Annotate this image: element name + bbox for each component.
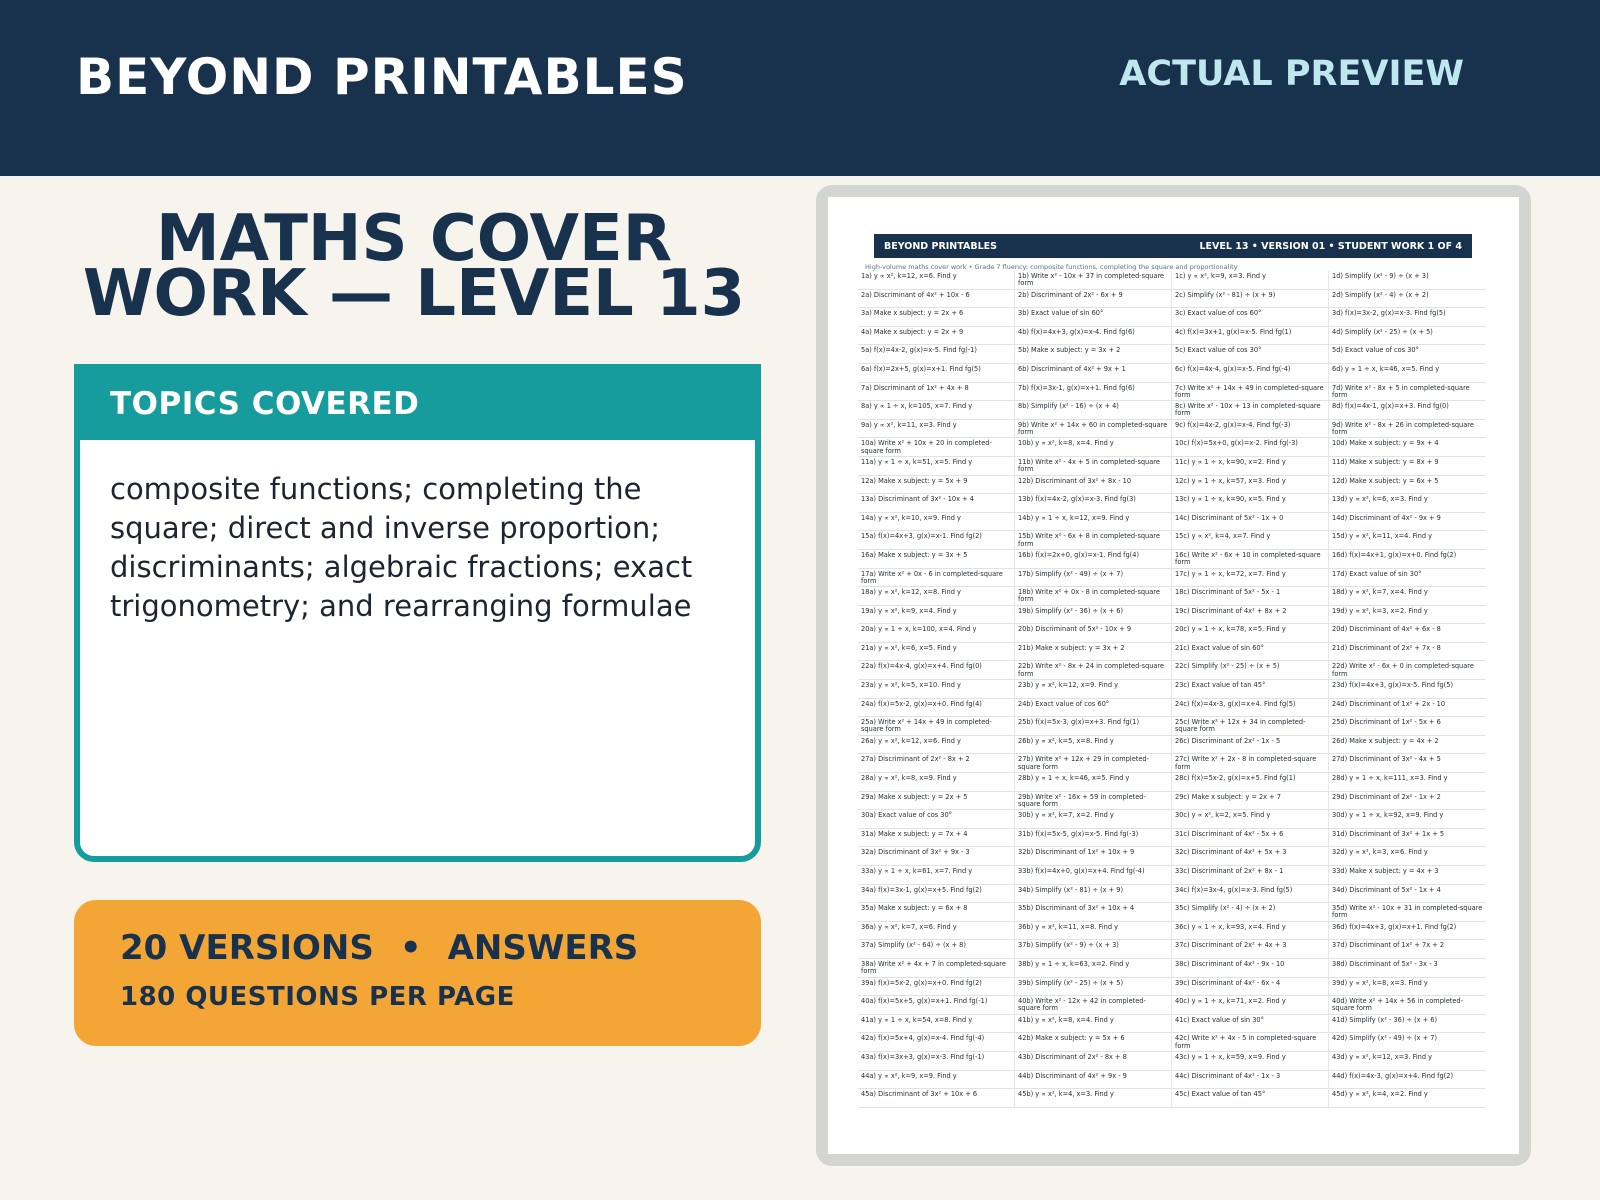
question-cell: 3a) Make x subject: y = 2x + 6: [858, 308, 1015, 326]
question-row: [858, 271, 1486, 290]
question-cell: 24b) Exact value of cos 60°: [1015, 699, 1172, 717]
question-cell: 16d) f(x)=4x+1, g(x)=x+0. Find fg(2): [1332, 550, 1457, 559]
question-row: [858, 513, 1486, 532]
question-cell: 37b) Simplify (x² - 9) ÷ (x + 3): [1015, 940, 1172, 958]
question-cell: 36d) f(x)=4x+3, g(x)=x+1. Find fg(2): [1332, 922, 1457, 931]
question-cell: 36c) y ∝ 1 ÷ x, k=93, x=4. Find y: [1172, 922, 1329, 940]
question-row: [858, 661, 1486, 680]
question-cell: 17d) Exact value of sin 30°: [1332, 569, 1422, 578]
question-row: [858, 420, 1486, 439]
question-cell: 10d) Make x subject: y = 9x + 4: [1332, 439, 1439, 448]
question-row: [858, 1033, 1486, 1052]
question-cell: 25d) Discriminant of 1x² - 5x + 6: [1332, 718, 1441, 727]
page-title: [74, 202, 754, 331]
question-cell: 44d) f(x)=4x-3, g(x)=x+4. Find fg(2): [1332, 1071, 1454, 1080]
question-cell: 45d) y ∝ x², k=4, x=2. Find y: [1332, 1090, 1428, 1099]
question-cell: 23c) Exact value of tan 45°: [1172, 680, 1329, 698]
question-cell: 21a) y ∝ x², k=6, x=5. Find y: [858, 643, 1015, 661]
question-row: [858, 457, 1486, 476]
question-cell: 6c) f(x)=4x-4, g(x)=x-5. Find fg(-4): [1172, 364, 1329, 382]
brand-name: BEYOND PRINTABLES: [76, 48, 688, 106]
question-cell: 9d) Write x² - 8x + 26 in completed-square form: [1332, 420, 1474, 436]
versions-line: [120, 928, 761, 968]
question-cell: 36a) y ∝ x², k=7, x=6. Find y: [858, 922, 1015, 940]
question-cell: 7b) f(x)=3x-1, g(x)=x+1. Find fg(6): [1015, 383, 1172, 401]
question-cell: 24d) Discriminant of 1x² + 2x - 10: [1332, 699, 1446, 708]
question-row: [858, 699, 1486, 718]
question-cell: 35a) Make x subject: y = 6x + 8: [858, 903, 1015, 921]
question-cell: 8b) Simplify (x² - 16) ÷ (x + 4): [1015, 401, 1172, 419]
question-row: [858, 773, 1486, 792]
question-cell: 12b) Discriminant of 3x² + 8x - 10: [1015, 476, 1172, 494]
question-cell: 44a) y ∝ x², k=9, x=9. Find y: [858, 1071, 1015, 1089]
question-row: [858, 978, 1486, 997]
question-cell: 2a) Discriminant of 4x² + 10x - 6: [858, 290, 1015, 308]
question-row: [858, 959, 1486, 978]
question-cell: 13a) Discriminant of 3x² - 10x + 4: [858, 494, 1015, 512]
question-row: [858, 866, 1486, 885]
question-cell: 30b) y ∝ x², k=7, x=2. Find y: [1015, 810, 1172, 828]
question-cell: 10b) y ∝ x², k=8, x=4. Find y: [1015, 438, 1172, 456]
question-row: [858, 587, 1486, 606]
question-cell: 6b) Discriminant of 4x² + 9x + 1: [1015, 364, 1172, 382]
question-cell: 32d) y ∝ x², k=3, x=6. Find y: [1332, 848, 1428, 857]
question-cell: 18d) y ∝ x², k=7, x=4. Find y: [1332, 588, 1428, 597]
question-cell: 17a) Write x² + 0x - 6 in completed-square form: [858, 569, 1015, 587]
question-cell: 31d) Discriminant of 3x² + 1x + 5: [1332, 829, 1445, 838]
question-row: [858, 903, 1486, 922]
versions-count: 20 VERSIONS: [120, 928, 374, 968]
question-grid: [858, 271, 1486, 1108]
question-cell: 27d) Discriminant of 3x² - 4x + 5: [1332, 755, 1441, 764]
question-cell: 30c) y ∝ x², k=2, x=5. Find y: [1172, 810, 1329, 828]
question-cell: 28c) f(x)=5x-2, g(x)=x+5. Find fg(1): [1172, 773, 1329, 791]
question-row: [858, 717, 1486, 736]
question-cell: 43c) y ∝ 1 ÷ x, k=59, x=9. Find y: [1172, 1052, 1329, 1070]
question-cell: 34a) f(x)=3x-1, g(x)=x+5. Find fg(2): [858, 885, 1015, 903]
worksheet-meta: LEVEL 13 • VERSION 01 • STUDENT WORK 1 OF 4: [1199, 240, 1462, 252]
question-cell: 26a) y ∝ x², k=12, x=6. Find y: [858, 736, 1015, 754]
question-cell: 13b) f(x)=4x-2, g(x)=x-3. Find fg(3): [1015, 494, 1172, 512]
question-row: [858, 810, 1486, 829]
question-row: [858, 308, 1486, 327]
question-row: [858, 1052, 1486, 1071]
question-cell: 11d) Make x subject: y = 8x + 9: [1332, 457, 1439, 466]
question-cell: 22a) f(x)=4x-4, g(x)=x+4. Find fg(0): [858, 661, 1015, 679]
question-cell: 1d) Simplify (x² - 9) ÷ (x + 3): [1332, 272, 1429, 280]
question-cell: 12c) y ∝ 1 ÷ x, k=57, x=3. Find y: [1172, 476, 1329, 494]
question-cell: 5c) Exact value of cos 30°: [1172, 345, 1329, 363]
worksheet-header: [874, 234, 1472, 258]
question-cell: 38c) Discriminant of 4x² - 9x - 10: [1172, 959, 1329, 977]
question-cell: 3d) f(x)=3x-2, g(x)=x-3. Find fg(5): [1332, 309, 1446, 318]
question-cell: 37c) Discriminant of 2x² + 4x + 3: [1172, 940, 1329, 958]
question-cell: 14c) Discriminant of 5x² - 1x + 0: [1172, 513, 1329, 531]
question-cell: 7a) Discriminant of 1x² + 4x + 8: [858, 383, 1015, 401]
question-row: [858, 476, 1486, 495]
question-cell: 7d) Write x² - 8x + 5 in completed-square form: [1332, 383, 1470, 399]
question-cell: 33a) y ∝ 1 ÷ x, k=61, x=7. Find y: [858, 866, 1015, 884]
versions-banner: [74, 900, 761, 1046]
question-cell: 22c) Simplify (x² - 25) ÷ (x + 5): [1172, 661, 1329, 679]
question-row: [858, 624, 1486, 643]
question-cell: 13c) y ∝ 1 ÷ x, k=90, x=5. Find y: [1172, 494, 1329, 512]
question-cell: 5d) Exact value of cos 30°: [1332, 346, 1419, 355]
topics-header: [80, 370, 755, 440]
question-row: [858, 383, 1486, 402]
question-cell: 3c) Exact value of cos 60°: [1172, 308, 1329, 326]
question-cell: 43d) y ∝ x², k=12, x=3. Find y: [1332, 1052, 1433, 1061]
question-cell: 20a) y ∝ 1 ÷ x, k=100, x=4. Find y: [858, 624, 1015, 642]
question-cell: 34b) Simplify (x² - 81) ÷ (x + 9): [1015, 885, 1172, 903]
question-cell: 3b) Exact value of sin 60°: [1015, 308, 1172, 326]
question-row: [858, 494, 1486, 513]
question-cell: 17b) Simplify (x² - 49) ÷ (x + 7): [1015, 569, 1172, 587]
question-row: [858, 290, 1486, 309]
bullet-separator: •: [399, 928, 422, 968]
question-row: [858, 401, 1486, 420]
worksheet-subtitle: High-volume maths cover work • Grade 7 fluency: composite functions, completing the square and proportionality: [865, 263, 1238, 271]
question-cell: 16c) Write x² - 6x + 10 in completed-square form: [1172, 550, 1329, 568]
question-cell: 22b) Write x² - 8x + 24 in completed-square form: [1015, 661, 1172, 679]
question-cell: 31b) f(x)=5x-5, g(x)=x-5. Find fg(-3): [1015, 829, 1172, 847]
question-cell: 29c) Make x subject: y = 2x + 7: [1172, 792, 1329, 810]
question-cell: 28b) y ∝ 1 ÷ x, k=46, x=5. Find y: [1015, 773, 1172, 791]
question-cell: 18a) y ∝ x², k=12, x=8. Find y: [858, 587, 1015, 605]
question-cell: 39c) Discriminant of 4x² - 6x - 4: [1172, 978, 1329, 996]
question-cell: 11b) Write x² - 4x + 5 in completed-square form: [1015, 457, 1172, 475]
question-cell: 18c) Discriminant of 5x² - 5x - 1: [1172, 587, 1329, 605]
question-cell: 15b) Write x² - 6x + 8 in completed-square form: [1015, 531, 1172, 549]
question-cell: 25b) f(x)=5x-3, g(x)=x+3. Find fg(1): [1015, 717, 1172, 735]
question-cell: 37a) Simplify (x² - 64) ÷ (x + 8): [858, 940, 1015, 958]
question-cell: 29b) Write x² - 16x + 59 in completed-square form: [1015, 792, 1172, 810]
question-cell: 14a) y ∝ x², k=10, x=9. Find y: [858, 513, 1015, 531]
question-cell: 39a) f(x)=5x-2, g(x)=x+0. Find fg(2): [858, 978, 1015, 996]
question-cell: 19b) Simplify (x² - 36) ÷ (x + 6): [1015, 606, 1172, 624]
question-cell: 1b) Write x² - 10x + 37 in completed-square form: [1015, 271, 1172, 289]
question-cell: 2c) Simplify (x² - 81) ÷ (x + 9): [1172, 290, 1329, 308]
question-cell: 43b) Discriminant of 2x² - 8x + 8: [1015, 1052, 1172, 1070]
question-cell: 18b) Write x² + 0x - 8 in completed-square form: [1015, 587, 1172, 605]
question-cell: 30d) y ∝ 1 ÷ x, k=92, x=9. Find y: [1332, 811, 1444, 820]
question-cell: 33c) Discriminant of 2x² + 8x - 1: [1172, 866, 1329, 884]
question-cell: 41d) Simplify (x² - 36) ÷ (x + 6): [1332, 1015, 1438, 1024]
question-cell: 25a) Write x² + 14x + 49 in completed-square form: [858, 717, 1015, 735]
question-cell: 40c) y ∝ 1 ÷ x, k=71, x=2. Find y: [1172, 996, 1329, 1014]
question-row: [858, 531, 1486, 550]
question-cell: 11c) y ∝ 1 ÷ x, k=90, x=2. Find y: [1172, 457, 1329, 475]
question-cell: 8c) Write x² - 10x + 13 in completed-square form: [1172, 401, 1329, 419]
question-row: [858, 792, 1486, 811]
question-cell: 7c) Write x² + 14x + 49 in completed-square form: [1172, 383, 1329, 401]
question-cell: 24a) f(x)=5x-2, g(x)=x+0. Find fg(4): [858, 699, 1015, 717]
question-cell: 10a) Write x² + 10x + 20 in completed-square form: [858, 438, 1015, 456]
question-cell: 16b) f(x)=2x+0, g(x)=x-1. Find fg(4): [1015, 550, 1172, 568]
question-row: [858, 569, 1486, 588]
question-cell: 11a) y ∝ 1 ÷ x, k=51, x=5. Find y: [858, 457, 1015, 475]
question-cell: 19a) y ∝ x², k=9, x=4. Find y: [858, 606, 1015, 624]
question-row: [858, 438, 1486, 457]
question-cell: 40b) Write x² - 12x + 42 in completed-square form: [1015, 996, 1172, 1014]
question-cell: 26b) y ∝ x², k=5, x=8. Find y: [1015, 736, 1172, 754]
question-cell: 17c) y ∝ 1 ÷ x, k=72, x=7. Find y: [1172, 569, 1329, 587]
page-title-line-2: WORK — LEVEL 13: [82, 257, 746, 331]
question-cell: 42b) Make x subject: y = 5x + 6: [1015, 1033, 1172, 1051]
question-row: [858, 1071, 1486, 1090]
question-cell: 13d) y ∝ x², k=6, x=3. Find y: [1332, 495, 1428, 504]
preview-label: ACTUAL PREVIEW: [1119, 54, 1464, 94]
question-row: [858, 847, 1486, 866]
question-cell: 14d) Discriminant of 4x² - 9x + 9: [1332, 513, 1441, 522]
question-cell: 45c) Exact value of tan 45°: [1172, 1089, 1329, 1107]
question-row: [858, 364, 1486, 383]
question-cell: 30a) Exact value of cos 30°: [858, 810, 1015, 828]
question-cell: 9a) y ∝ x², k=11, x=3. Find y: [858, 420, 1015, 438]
question-cell: 28a) y ∝ x², k=8, x=9. Find y: [858, 773, 1015, 791]
question-cell: 4a) Make x subject: y = 2x + 9: [858, 327, 1015, 345]
question-cell: 28d) y ∝ 1 ÷ x, k=111, x=3. Find y: [1332, 774, 1448, 783]
question-cell: 4c) f(x)=3x+1, g(x)=x-5. Find fg(1): [1172, 327, 1329, 345]
question-cell: 38b) y ∝ 1 ÷ x, k=63, x=2. Find y: [1015, 959, 1172, 977]
question-cell: 22d) Write x² - 6x + 0 in completed-square form: [1332, 662, 1474, 678]
question-row: [858, 606, 1486, 625]
question-cell: 10c) f(x)=5x+0, g(x)=x-2. Find fg(-3): [1172, 438, 1329, 456]
question-cell: 35c) Simplify (x² - 4) ÷ (x + 2): [1172, 903, 1329, 921]
question-cell: 31c) Discriminant of 4x² - 5x + 6: [1172, 829, 1329, 847]
question-cell: 42d) Simplify (x² - 49) ÷ (x + 7): [1332, 1034, 1438, 1043]
question-row: [858, 643, 1486, 662]
question-cell: 2b) Discriminant of 2x² - 6x + 9: [1015, 290, 1172, 308]
question-cell: 45a) Discriminant of 3x² + 10x + 6: [858, 1089, 1015, 1107]
question-cell: 33d) Make x subject: y = 4x + 3: [1332, 867, 1439, 875]
question-row: [858, 940, 1486, 959]
question-cell: 1c) y ∝ x², k=9, x=3. Find y: [1172, 271, 1329, 289]
topics-heading: TOPICS COVERED: [110, 386, 420, 422]
question-cell: 44c) Discriminant of 4x² - 1x - 3: [1172, 1071, 1329, 1089]
question-cell: 44b) Discriminant of 4x² + 9x - 9: [1015, 1071, 1172, 1089]
worksheet-preview-frame: [816, 185, 1531, 1166]
question-cell: 33b) f(x)=4x+0, g(x)=x+4. Find fg(-4): [1015, 866, 1172, 884]
question-cell: 2d) Simplify (x² - 4) ÷ (x + 2): [1332, 290, 1429, 299]
question-row: [858, 885, 1486, 904]
question-cell: 12a) Make x subject: y = 5x + 9: [858, 476, 1015, 494]
question-cell: 5b) Make x subject: y = 3x + 2: [1015, 345, 1172, 363]
question-cell: 25c) Write x² + 12x + 34 in completed-square form: [1172, 717, 1329, 735]
question-cell: 42c) Write x² + 4x - 5 in completed-square form: [1172, 1033, 1329, 1051]
question-cell: 32b) Discriminant of 1x² + 10x + 9: [1015, 847, 1172, 865]
question-cell: 23b) y ∝ x², k=12, x=9. Find y: [1015, 680, 1172, 698]
question-cell: 35b) Discriminant of 3x² + 10x + 4: [1015, 903, 1172, 921]
question-cell: 21c) Exact value of sin 60°: [1172, 643, 1329, 661]
top-banner: [0, 0, 1600, 176]
question-cell: 24c) f(x)=4x-3, g(x)=x+4. Find fg(5): [1172, 699, 1329, 717]
question-cell: 41b) y ∝ x², k=8, x=4. Find y: [1015, 1015, 1172, 1033]
questions-per-page: 180 QUESTIONS PER PAGE: [120, 982, 515, 1012]
question-cell: 36b) y ∝ x², k=11, x=8. Find y: [1015, 922, 1172, 940]
question-row: [858, 550, 1486, 569]
question-cell: 14b) y ∝ 1 ÷ x, k=12, x=9. Find y: [1015, 513, 1172, 531]
question-cell: 31a) Make x subject: y = 7x + 4: [858, 829, 1015, 847]
question-cell: 19c) Discriminant of 4x² + 8x + 2: [1172, 606, 1329, 624]
question-cell: 9b) Write x² + 14x + 60 in completed-square form: [1015, 420, 1172, 438]
page-title-line-1: MATHS COVER: [155, 202, 673, 276]
question-row: [858, 1089, 1486, 1108]
question-cell: 15a) f(x)=4x+3, g(x)=x-1. Find fg(2): [858, 531, 1015, 549]
question-cell: 20c) y ∝ 1 ÷ x, k=78, x=5. Find y: [1172, 624, 1329, 642]
question-cell: 42a) f(x)=5x+4, g(x)=x-4. Find fg(-4): [858, 1033, 1015, 1051]
question-row: [858, 754, 1486, 773]
question-cell: 39b) Simplify (x² - 25) ÷ (x + 5): [1015, 978, 1172, 996]
question-cell: 34c) f(x)=3x-4, g(x)=x-3. Find fg(5): [1172, 885, 1329, 903]
question-cell: 21b) Make x subject: y = 3x + 2: [1015, 643, 1172, 661]
worksheet-brand: BEYOND PRINTABLES: [884, 240, 997, 252]
question-cell: 40d) Write x² + 14x + 56 in completed-square form: [1332, 997, 1463, 1013]
question-row: [858, 736, 1486, 755]
question-cell: 20b) Discriminant of 5x² - 10x + 9: [1015, 624, 1172, 642]
question-cell: 6a) f(x)=2x+5, g(x)=x+1. Find fg(5): [858, 364, 1015, 382]
question-cell: 34d) Discriminant of 5x² - 1x + 4: [1332, 885, 1441, 894]
question-cell: 35d) Write x² - 10x + 31 in completed-square form: [1332, 904, 1483, 920]
question-cell: 45b) y ∝ x², k=4, x=3. Find y: [1015, 1089, 1172, 1107]
question-cell: 21d) Discriminant of 2x² + 7x - 8: [1332, 643, 1441, 652]
question-cell: 27a) Discriminant of 2x² - 8x + 2: [858, 754, 1015, 772]
topics-text: composite functions; completing the square; direct and inverse proportion; discriminants; algebraic fractions; exact trigonometry; and rearranging formulae: [110, 472, 693, 623]
question-cell: 26d) Make x subject: y = 4x + 2: [1332, 736, 1439, 745]
question-cell: 32c) Discriminant of 4x² + 5x + 3: [1172, 847, 1329, 865]
question-cell: 27c) Write x² + 2x - 8 in completed-square form: [1172, 754, 1329, 772]
question-cell: 20d) Discriminant of 4x² + 6x - 8: [1332, 625, 1441, 634]
question-cell: 8a) y ∝ 1 ÷ x, k=105, x=7. Find y: [858, 401, 1015, 419]
topics-card: [74, 364, 761, 862]
answers-label: ANSWERS: [447, 928, 639, 968]
question-row: [858, 922, 1486, 941]
question-cell: 8d) f(x)=4x-1, g(x)=x+3. Find fg(0): [1332, 402, 1449, 411]
question-row: [858, 345, 1486, 364]
question-cell: 29a) Make x subject: y = 2x + 5: [858, 792, 1015, 810]
question-cell: 9c) f(x)=4x-2, g(x)=x-4. Find fg(-3): [1172, 420, 1329, 438]
question-cell: 4d) Simplify (x² - 25) ÷ (x + 5): [1332, 327, 1433, 336]
question-row: [858, 327, 1486, 346]
question-cell: 40a) f(x)=5x+5, g(x)=x+1. Find fg(-1): [858, 996, 1015, 1014]
question-cell: 19d) y ∝ x², k=3, x=2. Find y: [1332, 606, 1428, 615]
question-cell: 4b) f(x)=4x+3, g(x)=x-4. Find fg(6): [1015, 327, 1172, 345]
question-cell: 39d) y ∝ x², k=8, x=3. Find y: [1332, 978, 1428, 987]
question-cell: 37d) Discriminant of 1x² + 7x + 2: [1332, 941, 1445, 950]
question-cell: 23a) y ∝ x², k=5, x=10. Find y: [858, 680, 1015, 698]
question-cell: 41a) y ∝ 1 ÷ x, k=54, x=8. Find y: [858, 1015, 1015, 1033]
question-cell: 27b) Write x² + 12x + 29 in completed-square form: [1015, 754, 1172, 772]
question-cell: 38a) Write x² + 4x + 7 in completed-square form: [858, 959, 1015, 977]
question-cell: 1a) y ∝ x², k=12, x=6. Find y: [858, 271, 1015, 289]
question-cell: 15d) y ∝ x², k=11, x=4. Find y: [1332, 532, 1433, 541]
question-cell: 32a) Discriminant of 3x² + 9x - 3: [858, 847, 1015, 865]
question-row: [858, 680, 1486, 699]
question-cell: 16a) Make x subject: y = 3x + 5: [858, 550, 1015, 568]
question-cell: 6d) y ∝ 1 ÷ x, k=46, x=5. Find y: [1332, 364, 1440, 373]
question-cell: 43a) f(x)=3x+3, g(x)=x-3. Find fg(-1): [858, 1052, 1015, 1070]
question-row: [858, 829, 1486, 848]
question-row: [858, 1015, 1486, 1034]
question-cell: 29d) Discriminant of 2x² - 1x + 2: [1332, 792, 1441, 801]
question-cell: 15c) y ∝ x², k=4, x=7. Find y: [1172, 531, 1329, 549]
question-cell: 12d) Make x subject: y = 6x + 5: [1332, 476, 1439, 485]
question-cell: 5a) f(x)=4x-2, g(x)=x-5. Find fg(-1): [858, 345, 1015, 363]
question-row: [858, 996, 1486, 1015]
question-cell: 38d) Discriminant of 5x² - 3x - 3: [1332, 959, 1438, 968]
question-cell: 23d) f(x)=4x+3, g(x)=x-5. Find fg(5): [1332, 681, 1454, 690]
worksheet-page: [828, 197, 1519, 1154]
question-cell: 26c) Discriminant of 2x² - 1x - 5: [1172, 736, 1329, 754]
question-cell: 41c) Exact value of sin 30°: [1172, 1015, 1329, 1033]
